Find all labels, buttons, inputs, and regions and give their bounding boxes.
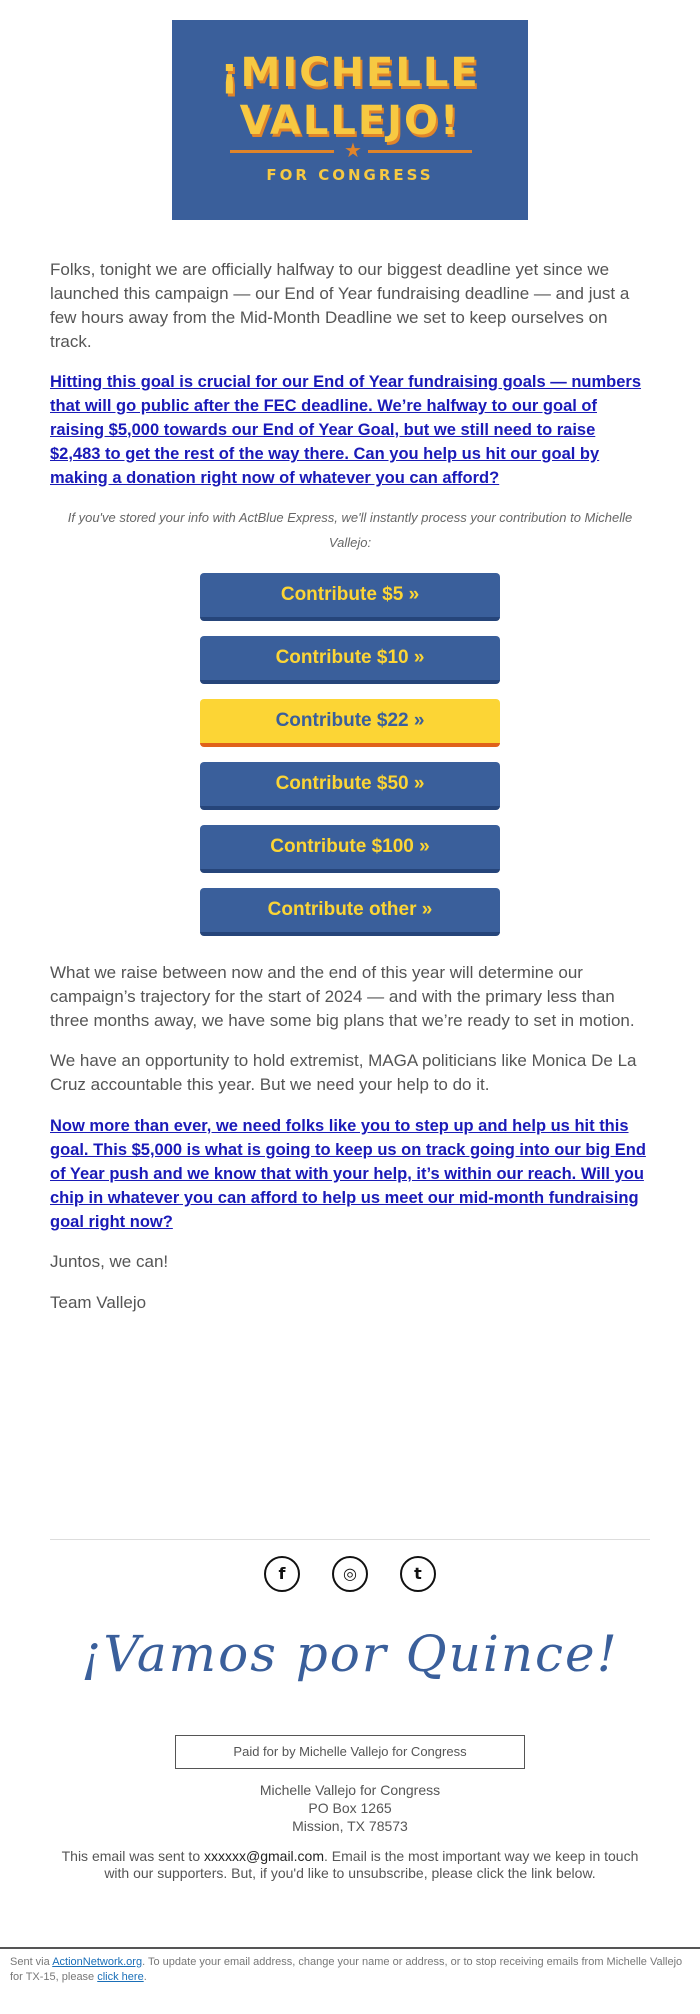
signature-text: Team Vallejo [50,1293,147,1312]
intro-paragraph: Folks, tonight we are officially halfway to our biggest deadline yet since we launched this campaign — our End of Year fundraising deadline — and just a few hours away from the Mid-Month Deadline we set to keep ourselves on track. [50,260,630,351]
contribute-22-button[interactable]: Contribute $22 » [200,699,500,747]
footer-prefix: Sent via [10,1956,53,1968]
accountability-paragraph: We have an opportunity to hold extremist, MAGA politicians like Monica De La Cruz accountable this year. But we need your help to do it. [50,1051,637,1094]
texas-star-icon: ★ [344,138,362,162]
actionnetwork-link[interactable]: ActionNetwork.org [52,1956,143,1968]
instagram-icon[interactable]: ◎ [332,1556,368,1592]
address-org: Michelle Vallejo for Congress [259,1782,441,1798]
contribute-10-button[interactable]: Contribute $10 » [200,636,500,684]
trajectory-paragraph: What we raise between now and the end of this year will determine our campaign’s trajectory for the start of 2024 — and with the primary less than three months away, we have some big plans that we’re ready to set in motion. [50,963,635,1030]
sent-to-notice [50,1848,650,1882]
unsubscribe-link[interactable]: click here [97,1971,144,1983]
facebook-icon[interactable]: f [264,1556,300,1592]
signoff-text: Juntos, we can! [50,1252,169,1271]
campaign-logo [172,20,528,220]
address-city: Mission, TX 78573 [292,1818,408,1834]
twitter-icon[interactable]: t [400,1556,436,1592]
footer-end: . [143,1971,147,1983]
footer-rule [0,1947,700,1949]
sent-to-suffix: . Email is the most important way we keep in touch with our supporters. But, if you'd like to unsubscribe, please click the link below. [104,1848,639,1881]
actblue-express-note: If you've stored your info with ActBlue Express, we'll instantly process your contribution to Michelle Vallejo: [67,510,633,550]
logo-name-line-1: ¡MICHELLE [220,50,480,96]
donation-ask-link-1[interactable]: Hitting this goal is crucial for our End of Year fundraising goals — numbers that will go public after the FEC deadline. We’re halfway to our goal of raising $5,000 towards our End of Year Goal, but we still need to raise $2,483 to get the rest of the way there. Can you help us hit our goal by making a donation right now of whatever you can afford? [50,373,642,487]
footer-notice [10,1955,690,1985]
donation-ask-link-2[interactable]: Now more than ever, we need folks like you to step up and help us hit this goal. This $5,000 is what is going to keep us on track going into our big End of Year push and we know that with your help, it’s within our reach. Will you chip in whatever you can afford to help us meet our mid-month fundraising goal right now? [50,1117,646,1231]
logo-rule-left [230,150,334,153]
recipient-email: xxxxxx@gmail.com [204,1848,325,1864]
contribute-50-button[interactable]: Contribute $50 » [200,762,500,810]
contribute-5-button[interactable]: Contribute $5 » [200,573,500,621]
logo-name-line-2: VALLEJO! [239,98,461,144]
logo-rule-right [368,150,472,153]
contribute-other-button[interactable]: Contribute other » [200,888,500,936]
address-po-box: PO Box 1265 [308,1800,392,1816]
footer-middle: . To update your email address, change your name or address, or to stop receiving emails from Michelle Vallejo for TX-15, please [10,1956,683,1983]
paid-for-disclaimer: Paid for by Michelle Vallejo for Congress [175,1735,525,1769]
footer-divider [50,1539,650,1540]
slogan-script: ¡Vamos por Quince! [81,1625,619,1683]
sent-to-prefix: This email was sent to [61,1848,204,1864]
logo-subtitle: FOR CONGRESS [266,166,434,184]
contribute-100-button[interactable]: Contribute $100 » [200,825,500,873]
